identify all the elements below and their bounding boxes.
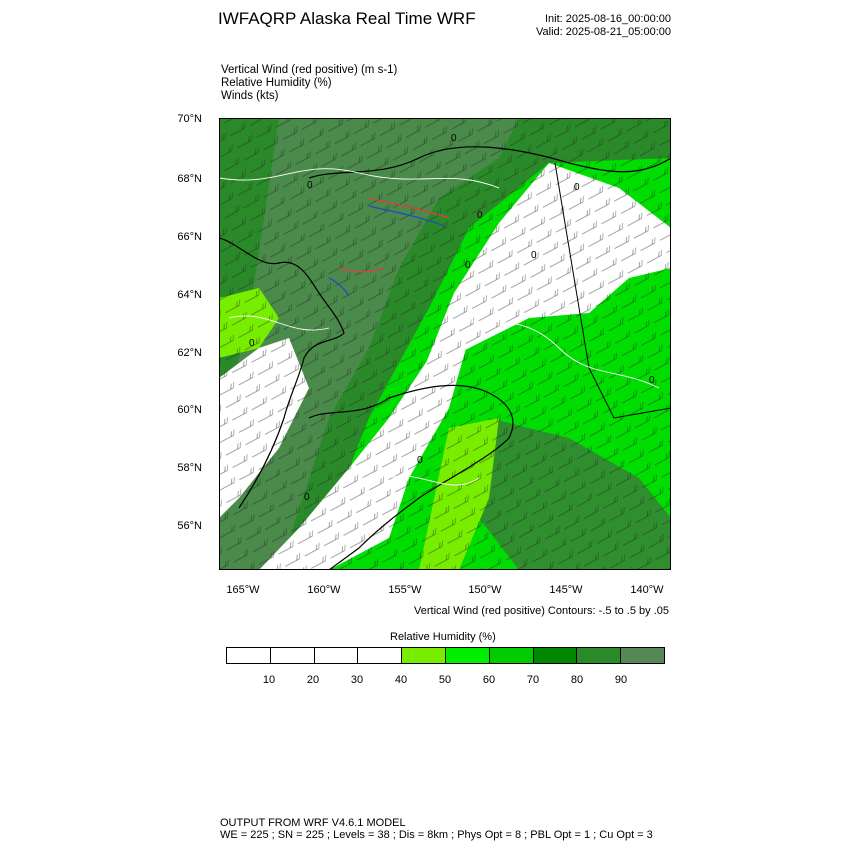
footer-model: OUTPUT FROM WRF V4.6.1 MODEL [220,817,406,829]
colorbar-swatch [315,648,359,663]
contour-note: Vertical Wind (red positive) Contours: -.5 to .5 by .05 [414,605,669,617]
contour-label: 0 [249,338,255,349]
colorbar-tick: 60 [482,674,496,686]
contour-label: 0 [574,182,580,193]
colorbar-tick: 80 [570,674,584,686]
lon-label: 140°W [630,584,664,596]
colorbar-title: Relative Humidity (%) [390,631,496,643]
field-relative-humidity: Relative Humidity (%) [221,77,332,89]
colorbar [226,647,665,664]
colorbar-swatch [402,648,446,663]
colorbar-tick: 50 [438,674,452,686]
colorbar-swatch [534,648,578,663]
map-panel [219,118,671,570]
colorbar-swatch [621,648,664,663]
colorbar-swatch [271,648,315,663]
colorbar-tick: 70 [526,674,540,686]
lat-label: 66°N [177,231,202,243]
valid-time: Valid: 2025-08-21_05:00:00 [536,26,671,38]
contour-label: 0 [307,180,313,191]
colorbar-swatch [227,648,271,663]
lon-label: 150°W [468,584,502,596]
field-winds: Winds (kts) [221,90,279,102]
colorbar-tick: 40 [394,674,408,686]
footer-config: WE = 225 ; SN = 225 ; Levels = 38 ; Dis = 8km ; Phys Opt = 8 ; PBL Opt = 1 ; Cu Opt = 3 [220,829,653,841]
contour-label: 0 [477,210,483,221]
colorbar-tick: 90 [614,674,628,686]
lat-label: 64°N [177,289,202,301]
contour-label: 0 [451,133,457,144]
plot-title: IWFAQRP Alaska Real Time WRF [218,9,476,28]
lon-label: 165°W [226,584,260,596]
colorbar-swatch [446,648,490,663]
contour-label: 0 [531,250,537,261]
lat-label: 62°N [177,347,202,359]
field-vertical-wind: Vertical Wind (red positive) (m s-1) [221,64,398,76]
lon-label: 145°W [549,584,583,596]
lon-label: 160°W [307,584,341,596]
lat-label: 56°N [177,520,202,532]
colorbar-swatch [577,648,621,663]
contour-label: 0 [649,375,655,386]
colorbar-tick: 10 [262,674,276,686]
colorbar-swatch [490,648,534,663]
colorbar-swatch [358,648,402,663]
init-time: Init: 2025-08-16_00:00:00 [545,13,671,25]
colorbar-tick: 30 [350,674,364,686]
contour-label: 0 [465,260,471,271]
lat-label: 68°N [177,173,202,185]
colorbar-tick: 20 [306,674,320,686]
lon-label: 155°W [388,584,422,596]
lat-label: 60°N [177,404,202,416]
contour-label: 0 [304,492,310,503]
wind-barbs [219,118,671,570]
lat-label: 70°N [177,113,202,125]
lat-label: 58°N [177,462,202,474]
contour-label: 0 [417,455,423,466]
